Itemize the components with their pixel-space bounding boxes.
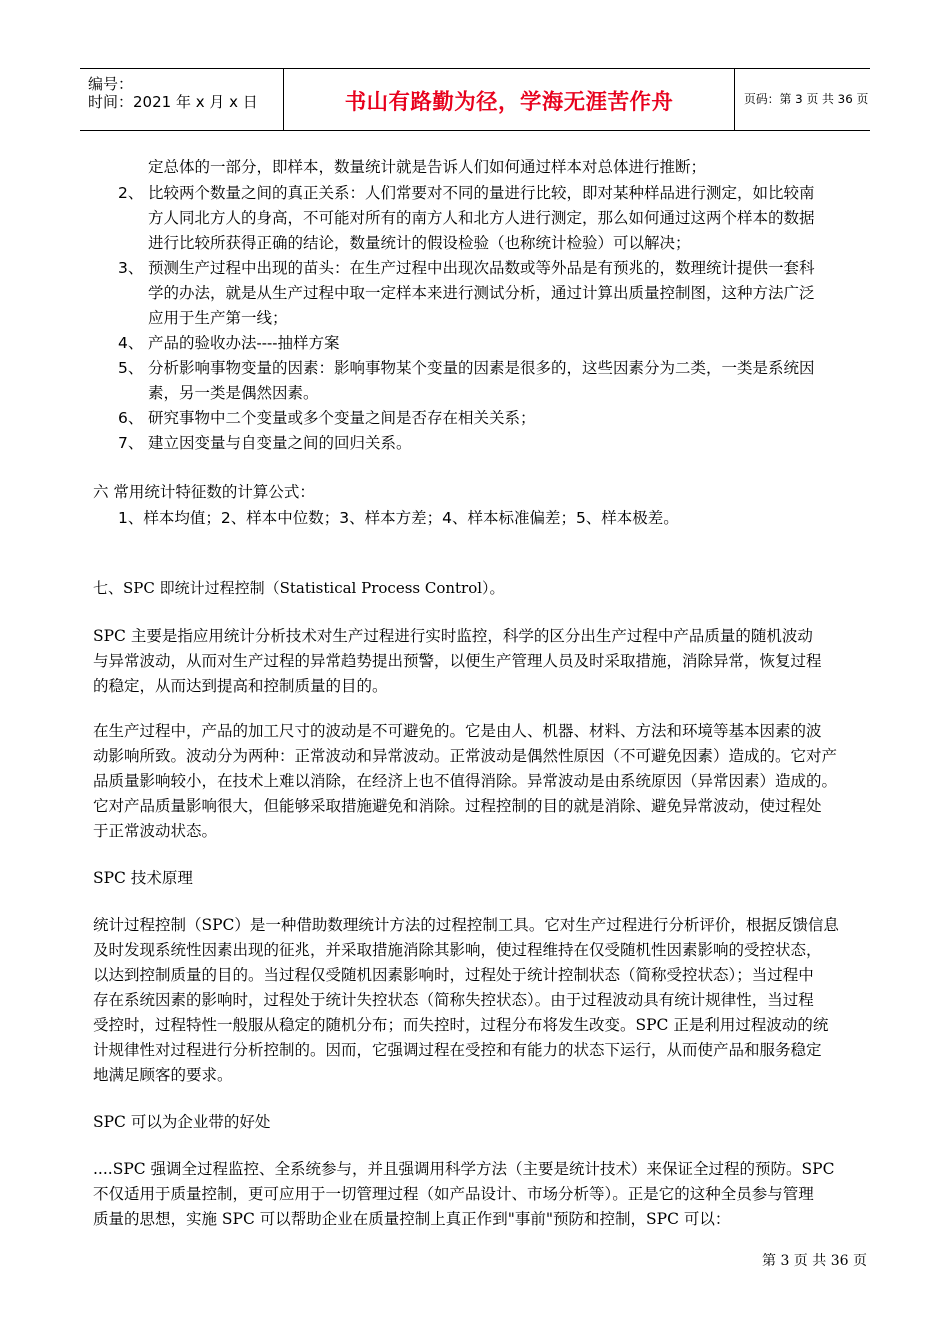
paragraph-line: 以达到控制质量的目的。当过程仅受随机因素影响时，过程处于统计控制状态（简称受控状态）；当过程中: [93, 966, 814, 984]
section-7-title: 七、SPC 即统计过程控制（Statistical Process Control）。: [93, 579, 505, 597]
list-item-line: 方人同北方人的身高，不可能对所有的南方人和北方人进行测定，那么如何通过这两个样本的数据: [148, 209, 815, 227]
paragraph-line: 及时发现系统性因素出现的征兆，并采取措施消除其影响，使过程维持在仅受随机性因素影响的受控状态，: [93, 941, 822, 959]
list-item-number: 2、: [118, 184, 144, 202]
paragraph-line: 与异常波动，从而对生产过程的异常趋势提出预警，以便生产管理人员及时采取措施，消除异常，恢复过程: [93, 652, 822, 670]
paragraph-line: 质量的思想，实施 SPC 可以帮助企业在质量控制上真正作到"事前"预防和控制，SPC 可以：: [93, 1210, 731, 1228]
list-intro-line: 定总体的一部分，即样本，数量统计就是告诉人们如何通过样本对总体进行推断；: [148, 158, 707, 176]
header-page-cell: [734, 69, 870, 130]
section-6-title: 六 常用统计特征数的计算公式：: [93, 483, 315, 501]
header-page-number: 页码：第 3 页 共 36 页: [744, 92, 869, 106]
header-motto-cell: [283, 69, 735, 130]
paragraph-line: 存在系统因素的影响时，过程处于统计失控状态（简称失控状态）。由于过程波动具有统计规律性，当过程: [93, 991, 814, 1009]
subheading-principle: SPC 技术原理: [93, 869, 193, 887]
paragraph-line: SPC 主要是指应用统计分析技术对生产过程进行实时监控，科学的区分出生产过程中产品质量的随机波动: [93, 627, 813, 645]
list-item-number: 5、: [118, 359, 144, 377]
paragraph-line: 受控时，过程特性一般服从稳定的随机分布；而失控时，过程分布将发生改变。SPC 正是利用过程波动的统: [93, 1016, 829, 1034]
list-item-line: 应用于生产第一线；: [148, 309, 288, 327]
list-item-line: 进行比较所获得正确的结论，数量统计的假设检验（也称统计检验）可以解决；: [148, 234, 691, 252]
paragraph-line: 品质量影响较小，在技术上难以消除，在经济上也不值得消除。异常波动是由系统原因（异常因素）造成的。: [93, 772, 838, 790]
paragraph-line: 它对产品质量影响很大，但能够采取措施避免和消除。过程控制的目的就是消除、避免异常波动，使过程处: [93, 797, 822, 815]
page-header: [80, 68, 870, 131]
list-item-number: 3、: [118, 259, 144, 277]
list-item-line: 建立因变量与自变量之间的回归关系。: [148, 434, 412, 452]
list-item-line: 预测生产过程中出现的苗头：在生产过程中出现次品数或等外品是有预兆的，数理统计提供一套科: [148, 259, 815, 277]
paragraph-line: 不仅适用于质量控制，更可应用于一切管理过程（如产品设计、市场分析等）。正是它的这种全员参与管理: [93, 1185, 814, 1203]
list-item-line: 研究事物中二个变量或多个变量之间是否存在相关关系；: [148, 409, 536, 427]
paragraph-line: 于正常波动状态。: [93, 822, 218, 840]
list-item-number: 4、: [118, 334, 144, 352]
paragraph-line: 在生产过程中，产品的加工尺寸的波动是不可避免的。它是由人、机器、材料、方法和环境等基本因素的波: [93, 722, 822, 740]
subheading-benefit: SPC 可以为企业带的好处: [93, 1113, 271, 1131]
list-item-number: 7、: [118, 434, 144, 452]
document-time-label: 时间：2021 年 x 月 x 日: [88, 93, 258, 111]
paragraph-line: ....SPC 强调全过程监控、全系统参与，并且强调用科学方法（主要是统计技术）来保证全过程的预防。SPC: [93, 1160, 835, 1178]
section-6-list: 1、样本均值；2、样本中位数；3、样本方差；4、样本标准偏差；5、样本极差。: [118, 509, 679, 527]
list-item-line: 比较两个数量之间的真正关系：人们常要对不同的量进行比较，即对某种样品进行测定，如比较南: [148, 184, 815, 202]
paragraph-line: 地满足顾客的要求。: [93, 1066, 233, 1084]
header-left-cell: [80, 69, 283, 130]
list-item-line: 产品的验收办法----抽样方案: [148, 334, 340, 352]
header-motto: 书山有路勤为径，学海无涯苦作舟: [344, 90, 674, 115]
paragraph-line: 动影响所致。波动分为两种：正常波动和异常波动。正常波动是偶然性原因（不可避免因素）造成的。它对产: [93, 747, 838, 765]
page-footer: 第 3 页 共 36 页: [762, 1253, 867, 1269]
list-item-line: 学的办法，就是从生产过程中取一定样本来进行测试分析，通过计算出质量控制图，这种方法广泛: [148, 284, 815, 302]
paragraph-line: 的稳定，从而达到提高和控制质量的目的。: [93, 677, 388, 695]
paragraph-line: 统计过程控制（SPC）是一种借助数理统计方法的过程控制工具。它对生产过程进行分析评价，根据反馈信息: [93, 916, 839, 934]
list-item-number: 6、: [118, 409, 144, 427]
list-item-line: 素，另一类是偶然因素。: [148, 384, 319, 402]
list-item-line: 分析影响事物变量的因素：影响事物某个变量的因素是很多的，这些因素分为二类，一类是系统因: [148, 359, 815, 377]
paragraph-line: 计规律性对过程进行分析控制的。因而，它强调过程在受控和有能力的状态下运行，从而使产品和服务稳定: [93, 1041, 822, 1059]
document-number-label: 编号：: [88, 75, 134, 93]
